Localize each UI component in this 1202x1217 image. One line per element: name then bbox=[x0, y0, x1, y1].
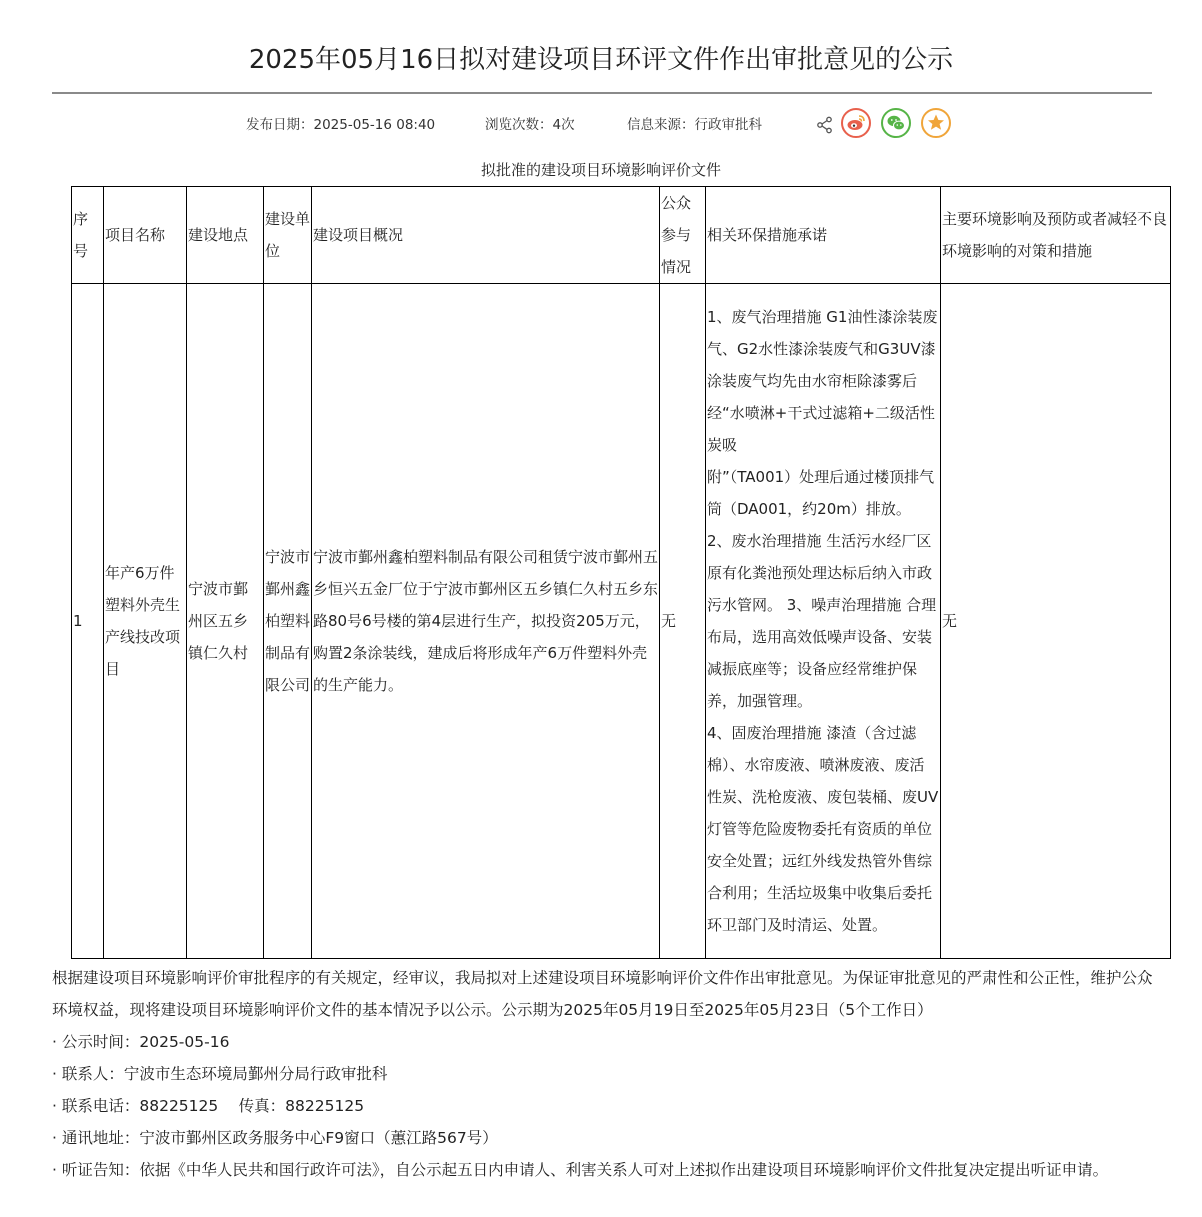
favorite-star-icon[interactable] bbox=[921, 108, 951, 138]
measures-line-2: 附”（TA001）处理后通过楼顶排气筒（DA001，约20m）排放。 2、废水治理措施 生活污水经厂区原有化粪池预处理达标后纳入市政污水管网。 3、噪声治理措施 合理布局，选用高效低噪声设备、安装减振底座等；设备应经常维护保养，加强管理。 bbox=[707, 468, 937, 710]
contact-person: · 联系人：宁波市生态环境局鄞州分局行政审批科 bbox=[52, 1065, 388, 1083]
publicity-time: · 公示时间：2025-05-16 bbox=[52, 1033, 230, 1051]
header-location: 建设地点 bbox=[187, 187, 264, 284]
header-impact: 主要环境影响及预防或者减轻不良环境影响的对策和措施 bbox=[941, 187, 1171, 284]
cell-unit: 宁波市鄞州鑫柏塑料制品有限公司 bbox=[264, 284, 312, 959]
cell-impact: 无 bbox=[941, 284, 1171, 959]
info-source: 信息来源：行政审批科 bbox=[627, 117, 762, 133]
share-icon[interactable] bbox=[816, 116, 834, 134]
table-caption: 拟批准的建设项目环境影响评价文件 bbox=[480, 161, 721, 179]
cell-name: 年产6万件塑料外壳生产线技改项目 bbox=[104, 284, 187, 959]
wechat-icon[interactable] bbox=[881, 108, 911, 138]
project-table bbox=[71, 186, 1171, 959]
mailing-address: · 通讯地址：宁波市鄞州区政务服务中心F9窗口（蕙江路567号） bbox=[52, 1129, 498, 1147]
intro-paragraph: 根据建设项目环境影响评价审批程序的有关规定，经审议，我局拟对上述建设项目环境影响评价文件作出审批意见。为保证审批意见的严肃性和公正性，维护公众环境权益，现将建设项目环境影响评价文件的基本情况予以公示。公示期为2025年05月19日至2025年05月23日（5个工作日） bbox=[52, 969, 1153, 1019]
measures-line-1: 1、废气治理措施 G1油性漆涂装废气、G2水性漆涂装废气和G3UV漆涂装废气均先由水帘柜除漆雾后经“水喷淋+干式过滤箱+二级活性炭吸 bbox=[707, 308, 938, 454]
cell-no: 1 bbox=[72, 284, 104, 959]
cell-location: 宁波市鄞州区五乡镇仁久村 bbox=[187, 284, 264, 959]
measures-line-3: 4、固废治理措施 漆渣（含过滤棉）、水帘废液、喷淋废液、废活性炭、洗枪废液、废包装桶、废UV灯管等危险废物委托有资质的单位安全处置；远红外线发热管外售综合利用；生活垃圾集中收集后委托环卫部门及时清运、处置。 bbox=[707, 724, 939, 934]
publish-date: 发布日期：2025-05-16 08:40 bbox=[246, 117, 436, 133]
article-meta bbox=[0, 112, 1202, 138]
hearing-notice: · 听证告知：依据《中华人民共和国行政许可法》，自公示起五日内申请人、利害关系人可对上述拟作出建设项目环境影响评价文件批复决定提出听证申请。 bbox=[52, 1161, 1109, 1179]
weibo-icon[interactable] bbox=[841, 108, 871, 138]
header-no: 序号 bbox=[72, 187, 104, 284]
header-name: 项目名称 bbox=[104, 187, 187, 284]
announcement-footer bbox=[52, 962, 1162, 1186]
header-overview: 建设项目概况 bbox=[312, 187, 660, 284]
table-row bbox=[72, 284, 1171, 959]
contact-phone: · 联系电话：88225125 传真：88225125 bbox=[52, 1097, 365, 1115]
title-divider bbox=[52, 92, 1152, 94]
header-public: 公众参与情况 bbox=[660, 187, 706, 284]
view-count: 浏览次数：4次 bbox=[485, 117, 575, 133]
cell-measures bbox=[706, 284, 941, 959]
table-header-row bbox=[72, 187, 1171, 284]
cell-overview: 宁波市鄞州鑫柏塑料制品有限公司租赁宁波市鄞州五乡恒兴五金厂位于宁波市鄞州区五乡镇仁久村五乡东路80号6号楼的第4层进行生产，拟投资205万元，购置2条涂装线，建成后将形成年产6万件塑料外壳的生产能力。 bbox=[312, 284, 660, 959]
page-title: 2025年05月16日拟对建设项目环评文件作出审批意见的公示 bbox=[248, 45, 954, 75]
cell-public: 无 bbox=[660, 284, 706, 959]
header-unit: 建设单位 bbox=[264, 187, 312, 284]
header-measures: 相关环保措施承诺 bbox=[706, 187, 941, 284]
